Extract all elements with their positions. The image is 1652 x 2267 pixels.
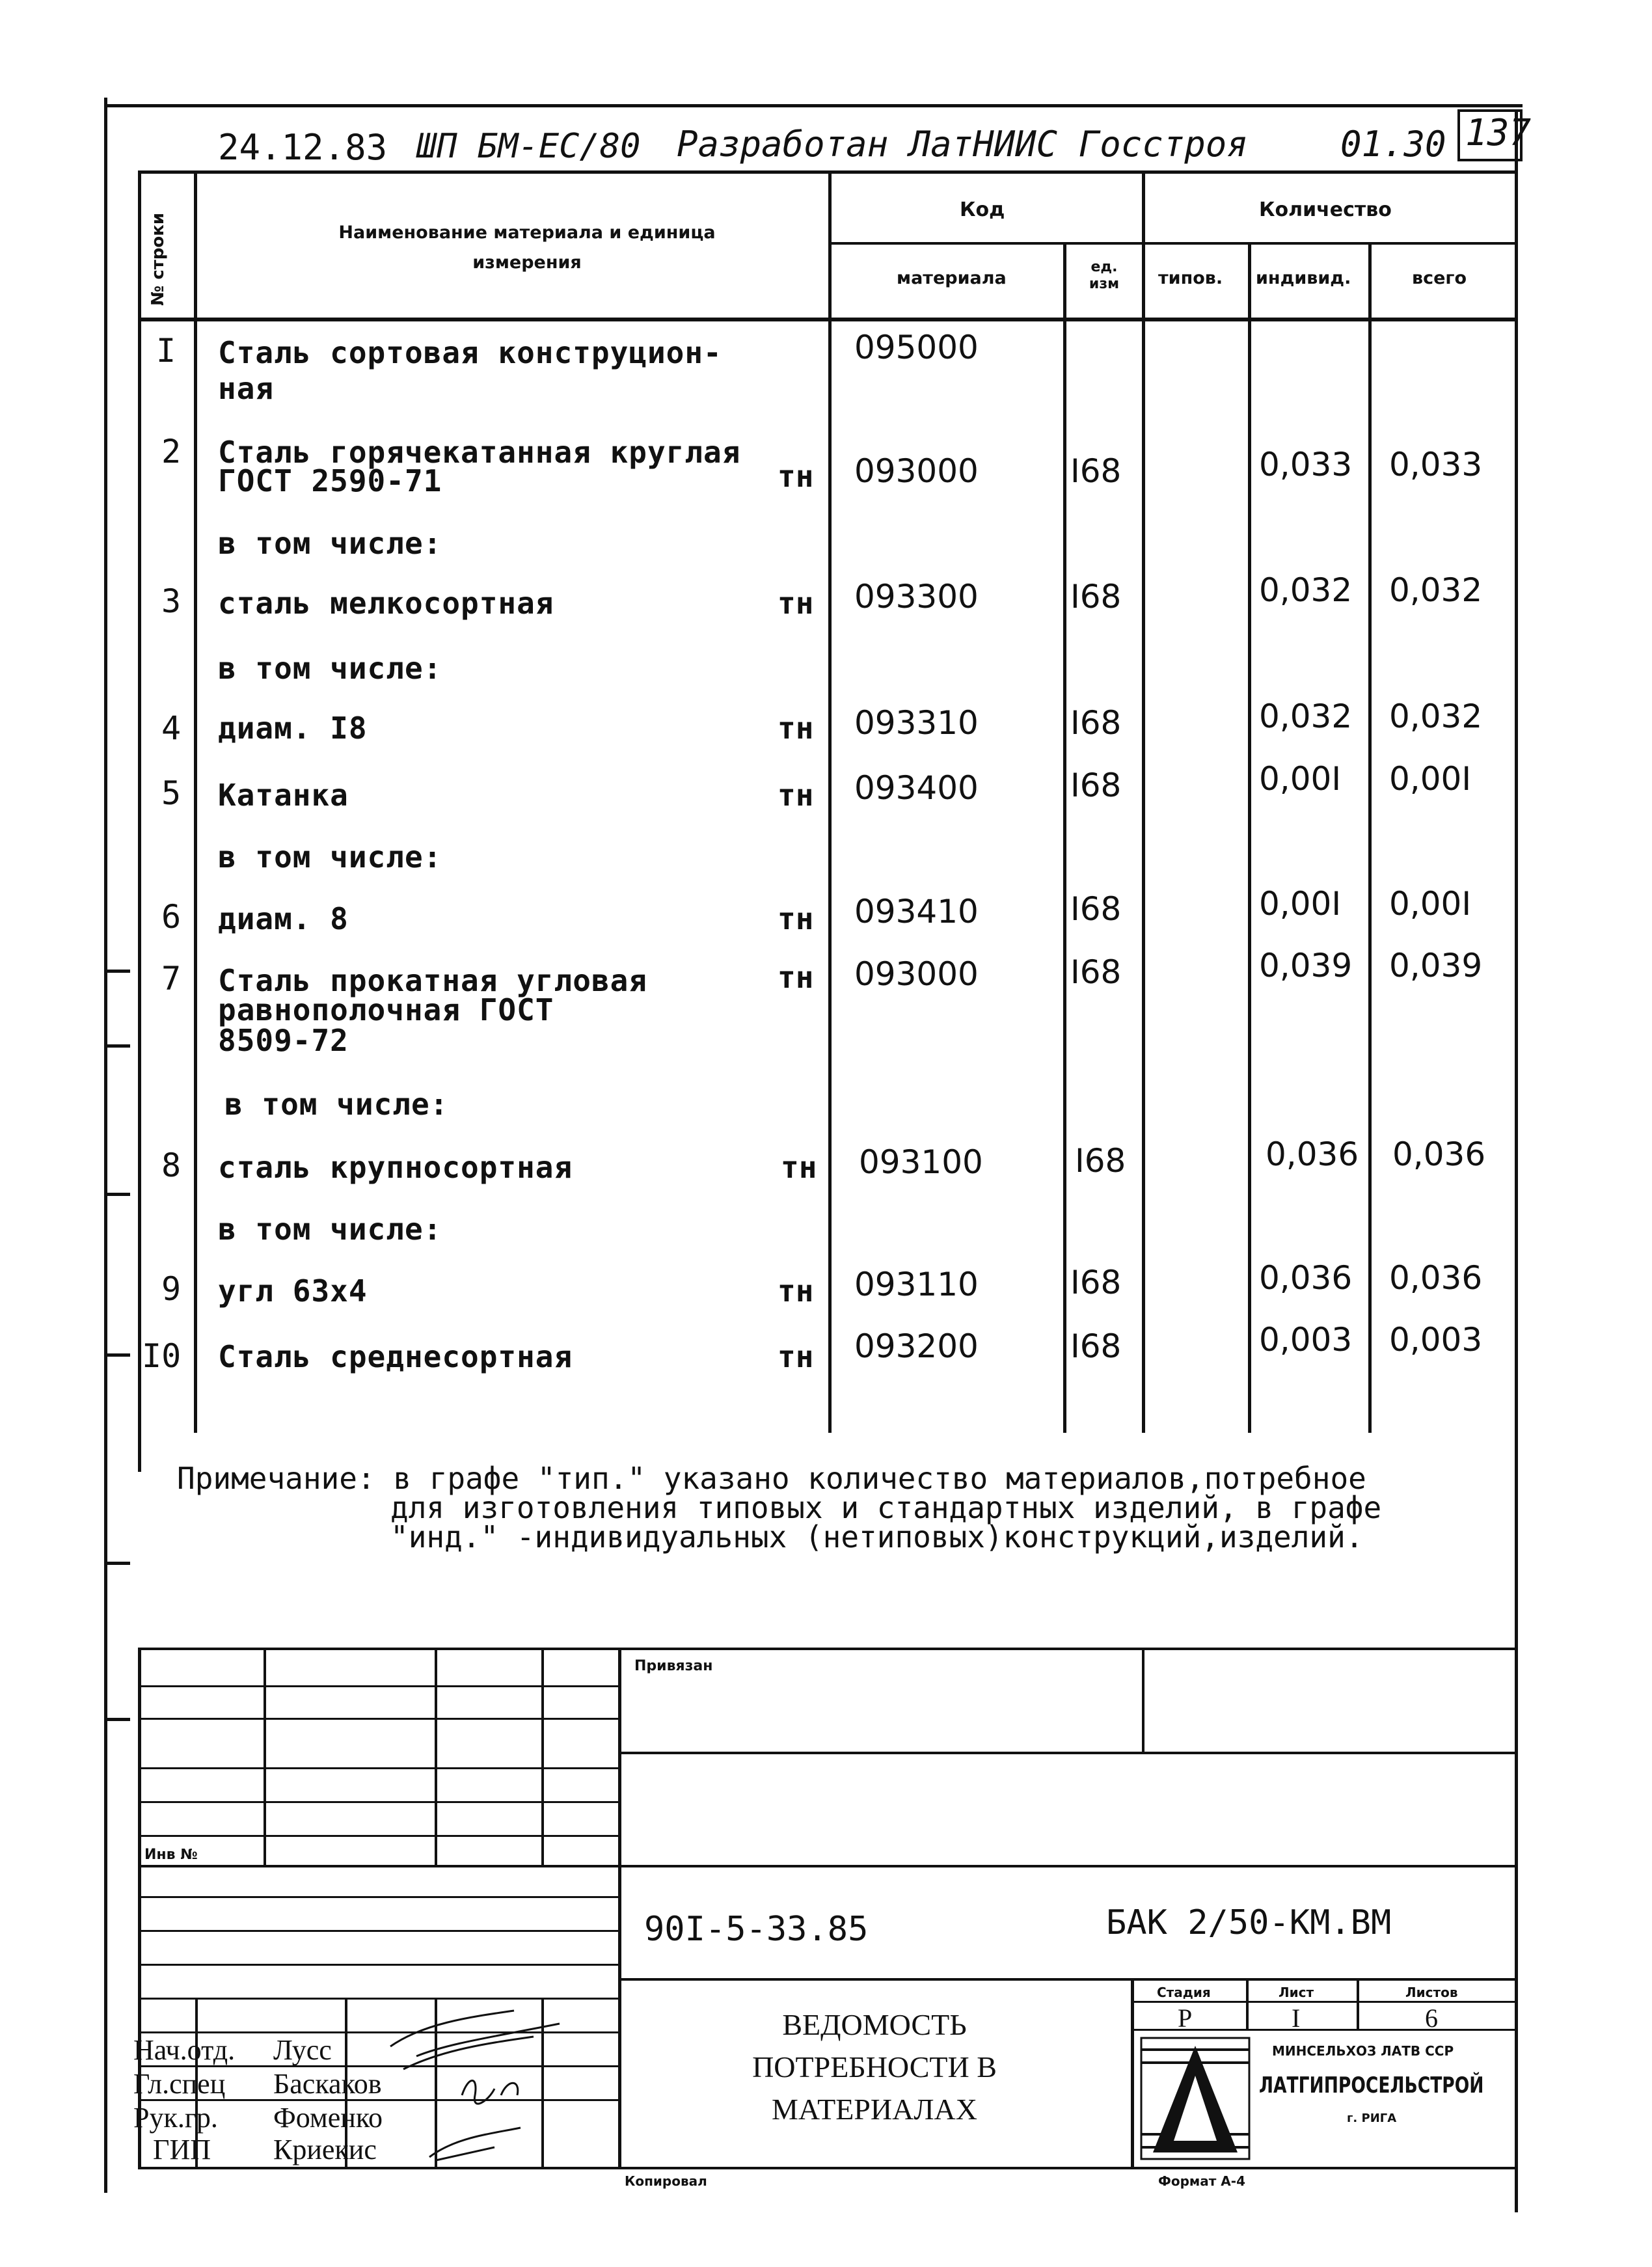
row-no: 5 [161, 774, 182, 812]
row-qty-individual: 0,032 [1259, 571, 1353, 609]
row-name: Катанка [218, 778, 349, 813]
stamp-grid-rule [138, 1896, 618, 1898]
stamp-ministry: МИНСЕЛЬХОЗ ЛАТВ ССР [1272, 2043, 1454, 2059]
row-qty-individual: 0,003 [1259, 1321, 1353, 1359]
stamp-rule-code [618, 1978, 1517, 1981]
stamp-grid-rule [138, 1767, 618, 1769]
stamp-grid-rule [138, 1718, 618, 1720]
row-subheading: в том числе: [224, 1087, 449, 1122]
row-no: 2 [161, 433, 182, 470]
stamp-city: г. РИГА [1347, 2111, 1397, 2125]
col-line-3 [1063, 242, 1066, 1433]
row-name: диам. 8 [218, 901, 349, 936]
col-code-header: Код [960, 198, 1005, 221]
row-code: 093000 [854, 452, 979, 490]
header-developer: Разработан ЛатНИИС Госстроя [677, 124, 1248, 165]
note-line-3: "инд." -индивидуальных (нетиповых)конструкций,изделий. [390, 1519, 1364, 1554]
row-unit-code: I68 [1075, 1142, 1126, 1180]
header-date: 24.12.83 [218, 127, 388, 168]
row-name: Сталь сортовая конструцион- [218, 335, 722, 370]
stamp-privyazan-label: Привязан [634, 1658, 713, 1674]
row-unit: тн [778, 586, 814, 621]
stamp-grid-rule [138, 1685, 618, 1687]
margin-tick [104, 1353, 130, 1357]
handwritten-signatures-icon [364, 1998, 586, 2168]
stamp-sheets-label: Листов [1405, 1985, 1458, 2000]
row-code: 093410 [854, 893, 979, 930]
margin-tick [104, 1044, 130, 1048]
row-name-cont: 8509-72 [218, 1023, 349, 1058]
signature-name: Лусс [273, 2034, 332, 2066]
stamp-grid-rule [138, 1930, 618, 1932]
row-unit: тн [778, 960, 814, 995]
row-qty-total: 0,032 [1389, 571, 1483, 609]
row-unit-code: I68 [1070, 953, 1122, 991]
stamp-col-line [618, 1648, 621, 2168]
stamp-grid-rule [138, 1801, 618, 1803]
row-qty-individual: 0,033 [1259, 446, 1353, 483]
stamp-title-line-3: МАТЕРИАЛАХ [772, 2093, 977, 2126]
col-name-header: Наименование материала и единица измерения [338, 223, 716, 273]
row-qty-total: 0,032 [1389, 698, 1483, 735]
row-qty-individual: 0,00I [1259, 885, 1342, 923]
row-unit-code: I68 [1070, 767, 1122, 804]
margin-tick [104, 970, 130, 973]
row-unit: тн [778, 1273, 814, 1309]
row-unit: тн [778, 778, 814, 813]
row-qty-total: 0,003 [1389, 1321, 1483, 1359]
col-row-no-header: № строки [148, 212, 168, 306]
col-qty-total-header: всего [1412, 268, 1467, 288]
signature-role: Гл.спец [133, 2068, 226, 2100]
stamp-sheets: 6 [1425, 2003, 1438, 2033]
stamp-col-line [264, 1648, 266, 1865]
signature-role: Нач.отд. [133, 2034, 236, 2066]
stamp-col-line [1142, 1648, 1144, 1752]
col-line-5 [1248, 242, 1251, 1433]
stamp-col-line [1357, 1978, 1359, 2030]
stamp-inv-label: Инв № [144, 1847, 198, 1863]
margin-tick [104, 1193, 130, 1196]
row-name: диам. I8 [218, 711, 368, 746]
row-no: 7 [161, 960, 182, 998]
row-qty-total: 0,036 [1392, 1135, 1486, 1173]
row-unit: тн [778, 711, 814, 746]
row-code: 093400 [854, 769, 979, 807]
col-qty-individual-header: индивид. [1256, 268, 1351, 288]
row-code: 093200 [854, 1327, 979, 1365]
row-unit-code: I68 [1070, 704, 1122, 742]
stamp-format-label: Формат А-4 [1158, 2173, 1245, 2189]
page-number: 137 [1465, 112, 1532, 154]
header-code: ШП БМ-ЕС/80 [416, 127, 641, 166]
row-code: 093000 [854, 955, 979, 993]
row-code: 093110 [854, 1266, 979, 1303]
row-qty-total: 0,036 [1389, 1259, 1483, 1297]
stamp-col-line [1131, 1978, 1134, 2168]
col-line-1 [194, 170, 197, 1433]
row-qty-individual: 0,036 [1259, 1259, 1353, 1297]
stamp-grid-rule [138, 1835, 618, 1837]
col-qty-header: Количество [1259, 198, 1392, 221]
stamp-col-line [435, 1648, 437, 1865]
row-name-cont: ГОСТ 2590-71 [218, 463, 442, 498]
signature-name: Криекис [273, 2134, 377, 2165]
note-line-1: Примечание: в графе "тип." указано количество материалов,потребное [177, 1461, 1366, 1496]
row-code: 095000 [854, 329, 979, 366]
margin-tick [104, 1562, 130, 1565]
note-line-2: для изготовления типовых и стандартных изделий, в графе [390, 1490, 1382, 1525]
table-subheader-rule [828, 242, 1517, 245]
row-subheading: в том числе: [218, 839, 442, 875]
row-name: Сталь прокатная угловая [218, 963, 647, 998]
signature-role: ГИП [153, 2134, 211, 2165]
row-no: 4 [161, 709, 182, 747]
stamp-doc-code: БАК 2/50-КМ.ВМ [1106, 1903, 1392, 1942]
signature-role: Рук.гр. [133, 2102, 218, 2134]
row-unit-code: I68 [1070, 578, 1122, 616]
row-unit: тн [778, 1339, 814, 1374]
row-qty-individual: 0,039 [1259, 947, 1353, 984]
row-no: I0 [142, 1337, 182, 1375]
row-qty-total: 0,033 [1389, 446, 1483, 483]
header-top-rule [104, 104, 1523, 107]
row-unit: тн [781, 1150, 817, 1185]
margin-tick [104, 1718, 130, 1721]
stamp-sheet-label: Лист [1279, 1985, 1314, 2000]
row-name: Сталь горячекатанная круглая [218, 435, 741, 470]
row-unit: тн [778, 459, 814, 494]
row-qty-total: 0,00I [1389, 760, 1472, 798]
stamp-grid-rule [138, 1964, 618, 1966]
row-unit: тн [778, 901, 814, 936]
stamp-title-line-1: ВЕДОМОСТЬ [782, 2008, 967, 2041]
row-no: 3 [161, 582, 182, 620]
table-top-rule [138, 170, 1517, 174]
col-line-2 [828, 170, 832, 1433]
row-code: 093300 [854, 578, 979, 616]
col-code-material-header: материала [897, 268, 1007, 288]
col-line-6 [1368, 242, 1372, 1433]
stamp-organization: ЛАТГИПРОСЕЛЬСТРОЙ [1259, 2072, 1484, 2098]
stamp-project-code: 90I-5-33.85 [644, 1910, 869, 1949]
row-qty-total: 0,00I [1389, 885, 1472, 923]
stamp-col-line [1246, 1978, 1249, 2030]
row-code: 093100 [859, 1143, 983, 1181]
stamp-stage: Р [1178, 2003, 1193, 2033]
row-no: 9 [161, 1270, 182, 1308]
stamp-rule-inv [138, 1865, 1517, 1867]
left-frame [104, 98, 107, 2193]
stamp-top-rule [138, 1648, 1517, 1650]
organization-logo-icon [1140, 2037, 1251, 2160]
row-qty-individual: 0,00I [1259, 760, 1342, 798]
row-subheading: в том числе: [218, 651, 442, 686]
row-name: сталь мелкосортная [218, 586, 554, 621]
header-section: 01.30 [1340, 124, 1446, 165]
row-name: сталь крупносортная [218, 1150, 573, 1185]
stamp-col-line [541, 1648, 544, 1865]
row-name: угл 63х4 [218, 1273, 368, 1309]
row-unit-code: I68 [1070, 1264, 1122, 1301]
right-frame [1515, 111, 1518, 2212]
row-name-cont: ная [218, 371, 275, 406]
col-line-4 [1142, 170, 1145, 1433]
stamp-copied-label: Копировал [625, 2173, 707, 2189]
signature-name: Фоменко [273, 2102, 383, 2134]
row-unit-code: I68 [1070, 1327, 1122, 1365]
stamp-rule-privyazan [618, 1752, 1517, 1754]
stamp-sheet: I [1292, 2003, 1301, 2033]
col-line-0 [138, 170, 141, 1472]
row-no: 8 [161, 1147, 182, 1184]
row-unit-code: I68 [1070, 890, 1122, 928]
row-subheading: в том числе: [218, 526, 442, 561]
table-header-bottom-rule [138, 318, 1517, 321]
row-subheading: в том числе: [218, 1212, 442, 1247]
row-no: 6 [161, 898, 182, 936]
col-qty-typical-header: типов. [1158, 268, 1223, 288]
row-name: Сталь среднесортная [218, 1339, 573, 1374]
stamp-stage-label: Стадия [1157, 1985, 1211, 2000]
row-no: I [156, 332, 176, 370]
stamp-title-line-2: ПОТРЕБНОСТИ В [752, 2050, 997, 2084]
row-qty-individual: 0,036 [1266, 1135, 1359, 1173]
row-qty-individual: 0,032 [1259, 698, 1353, 735]
row-qty-total: 0,039 [1389, 947, 1483, 984]
col-code-unit-header: ед. изм [1089, 259, 1120, 292]
row-unit-code: I68 [1070, 452, 1122, 490]
row-code: 093310 [854, 704, 979, 742]
row-name-cont: равнополочная ГОСТ [218, 992, 554, 1027]
signature-name: Баскаков [273, 2068, 382, 2100]
